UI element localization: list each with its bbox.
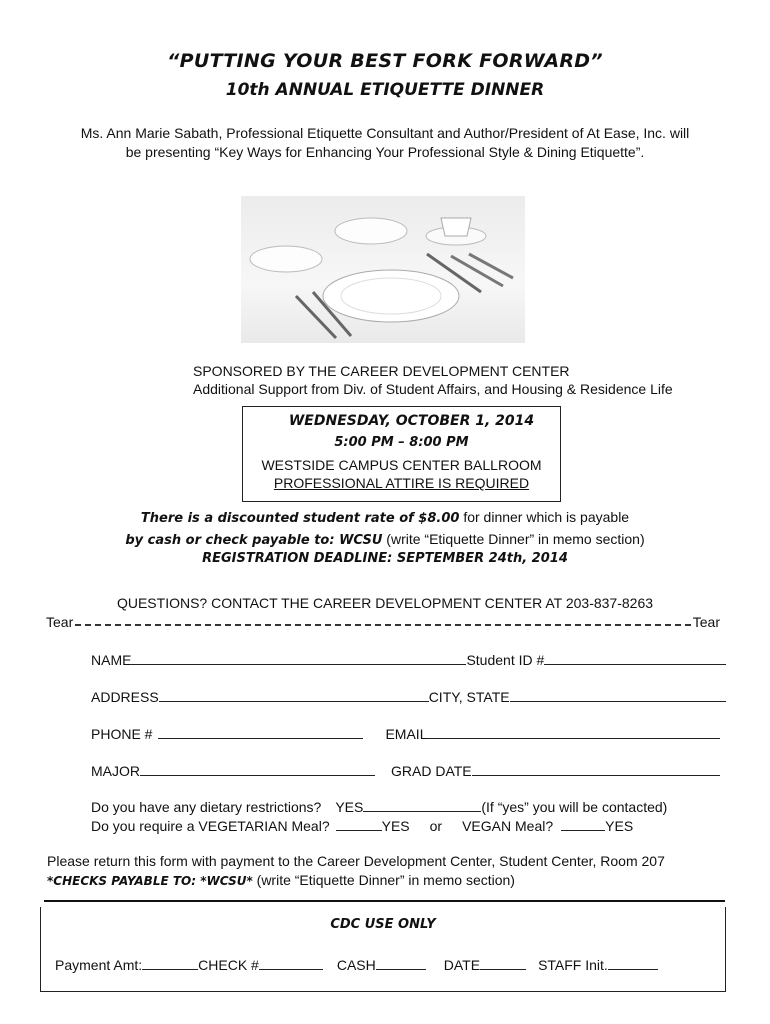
student-id-field[interactable] xyxy=(544,650,726,665)
email-field[interactable] xyxy=(427,724,720,739)
tear-line xyxy=(46,614,720,630)
staff-init-field[interactable] xyxy=(608,955,658,970)
vegan-question: VEGAN Meal? xyxy=(462,818,554,834)
vegetarian-yes-label: YES xyxy=(381,818,410,834)
bread-plate xyxy=(250,246,322,272)
event-location: WESTSIDE CAMPUS CENTER BALLROOM xyxy=(261,457,542,473)
registration-deadline: REGISTRATION DEADLINE: SEPTEMBER 24th, 2014 xyxy=(202,551,568,566)
intro-paragraph xyxy=(40,124,730,162)
intro-line-1: Ms. Ann Marie Sabath, Professional Etiquette Consultant and Author/President of At Ease, Inc. will xyxy=(80,125,690,141)
phone-row xyxy=(91,724,726,742)
soup-spoon xyxy=(469,254,513,278)
tear-label-right: Tear xyxy=(692,614,720,630)
attire-text: PROFESSIONAL ATTIRE IS REQUIRED xyxy=(273,475,530,491)
vegan-yes-field[interactable] xyxy=(561,816,605,831)
sponsor-line: SPONSORED BY THE CAREER DEVELOPMENT CENTER xyxy=(193,363,570,379)
place-setting-illustration xyxy=(241,196,525,343)
attire-notice xyxy=(243,475,560,491)
vegetarian-row xyxy=(91,816,726,834)
major-field[interactable] xyxy=(140,761,375,776)
event-date: WEDNESDAY, OCTOBER 1, 2014 xyxy=(288,413,535,429)
payment-amt-field[interactable] xyxy=(142,955,198,970)
checks-rest: (write “Etiquette Dinner” in memo section) xyxy=(252,872,515,888)
rate-bold: There is a discounted student rate of $8.00 xyxy=(140,511,460,526)
checks-bold: *CHECKS PAYABLE TO: *WCSU* xyxy=(47,874,253,888)
grad-date-label: GRAD DATE xyxy=(391,763,472,779)
vegan-yes-label: YES xyxy=(605,818,634,834)
cdc-use-only-box xyxy=(40,907,726,992)
name-row xyxy=(91,650,726,668)
payable-line xyxy=(0,531,770,548)
student-id-label: Student ID # xyxy=(466,652,545,668)
salad-plate xyxy=(335,218,407,244)
payable-bold: by cash or check payable to: WCSU xyxy=(125,533,383,548)
cash-field[interactable] xyxy=(376,955,426,970)
dietary-yes-label: YES xyxy=(335,799,364,815)
return-instructions: Please return this form with payment to the Career Development Center, Student Center, Room 207 xyxy=(47,853,665,869)
phone-label: PHONE # xyxy=(91,726,153,742)
page-title: “PUTTING YOUR BEST FORK FORWARD” xyxy=(167,50,603,72)
event-time: 5:00 PM – 8:00 PM xyxy=(334,435,469,450)
rate-rest: for dinner which is payable xyxy=(459,509,630,525)
cdc-title: CDC USE ONLY xyxy=(330,917,436,932)
dietary-yes-field[interactable] xyxy=(363,797,481,812)
place-setting-photo xyxy=(241,196,525,343)
email-label: EMAIL xyxy=(385,726,428,742)
date-field[interactable] xyxy=(480,955,526,970)
cash-label: CASH xyxy=(336,957,376,973)
major-label: MAJOR xyxy=(91,763,140,779)
questions-line: QUESTIONS? CONTACT THE CAREER DEVELOPMENT CENTER AT 203-837-8263 xyxy=(116,595,654,611)
address-field[interactable] xyxy=(159,687,429,702)
cdc-fields-row xyxy=(55,955,658,973)
intro-line-2: be presenting “Key Ways for Enhancing Your Professional Style & Dining Etiquette”. xyxy=(125,144,645,160)
student-rate-line xyxy=(0,509,770,526)
payable-rest: (write “Etiquette Dinner” in memo section) xyxy=(382,531,645,547)
checks-payable-line xyxy=(47,872,515,888)
event-details-box xyxy=(242,406,561,502)
check-label: CHECK # xyxy=(198,957,259,973)
phone-field[interactable] xyxy=(158,724,363,739)
city-state-field[interactable] xyxy=(510,687,726,702)
staff-init-label: STAFF Init. xyxy=(538,957,608,973)
dietary-row xyxy=(91,797,726,815)
name-label: NAME xyxy=(91,652,132,668)
dietary-question: Do you have any dietary restrictions? xyxy=(91,799,322,815)
vegetarian-yes-field[interactable] xyxy=(336,816,382,831)
or-label: or xyxy=(429,818,443,834)
city-state-label: CITY, STATE xyxy=(428,689,510,705)
address-label: ADDRESS xyxy=(91,689,159,705)
tear-dashes xyxy=(75,616,691,626)
support-line: Additional Support from Div. of Student Affairs, and Housing & Residence Life xyxy=(193,381,673,397)
name-field[interactable] xyxy=(131,650,466,665)
spoon xyxy=(451,256,503,286)
vegetarian-question: Do you require a VEGETARIAN Meal? xyxy=(91,818,330,834)
check-field[interactable] xyxy=(259,955,323,970)
tear-label-left: Tear xyxy=(46,614,74,630)
cup xyxy=(441,218,471,236)
page-subtitle: 10th ANNUAL ETIQUETTE DINNER xyxy=(225,80,545,100)
grad-date-field[interactable] xyxy=(472,761,720,776)
dietary-note: (If “yes” you will be contacted) xyxy=(481,799,668,815)
date-label: DATE xyxy=(443,957,481,973)
address-row xyxy=(91,687,726,705)
payment-amt-label: Payment Amt: xyxy=(55,957,143,973)
divider xyxy=(44,900,725,902)
major-row xyxy=(91,761,726,779)
